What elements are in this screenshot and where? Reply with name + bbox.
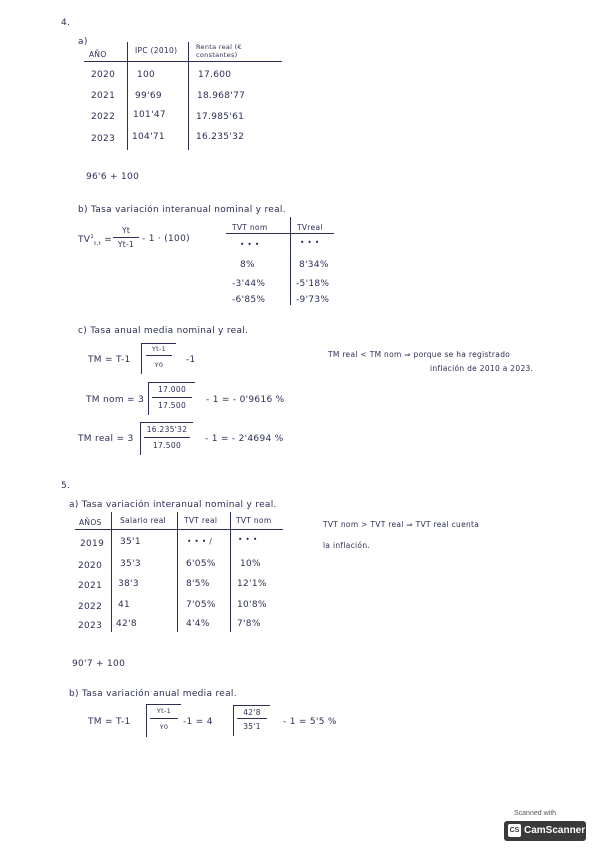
header-tvt-real: TVreal [297, 223, 323, 232]
header-tvt-nom: TVT nom [236, 516, 272, 525]
table-cell: 2020 [78, 561, 103, 571]
fraction-bar [237, 718, 267, 719]
comment-line-2: inflación de 2010 a 2023. [430, 364, 534, 373]
part-c-title: c) Tasa anual media nominal y real. [78, 326, 249, 336]
formula-denominator: 35'1 [243, 722, 261, 731]
camscanner-watermark [504, 810, 586, 842]
part-b-title: b) Tasa variación interanual nominal y real. [78, 205, 286, 215]
table-cell: -3'44% [232, 279, 266, 289]
table-cell: 7'05% [186, 600, 216, 610]
table-cell: 99'69 [135, 91, 162, 101]
table-header-rule [226, 233, 334, 234]
comment-line-1: TM real < TM nom ⇒ porque se ha registrado [328, 350, 511, 359]
table-cell: 18.968'77 [197, 91, 246, 101]
table-cell: 41 [118, 600, 131, 610]
problem-4-number: 4. [61, 18, 71, 28]
table-cell: 12'1% [237, 579, 267, 589]
table-col-rule [290, 217, 291, 305]
fraction-bar [144, 437, 190, 438]
formula-lhs: $TV^1_{t,t}$ = [78, 234, 113, 247]
note-text: 96'6 + 100 [86, 172, 140, 182]
table-header-rule [84, 61, 282, 62]
table-cell: 2019 [80, 539, 105, 549]
table-cell: • • • [300, 238, 320, 247]
table-header-rule [75, 529, 283, 530]
formula-rest: - 1 = - 2'4694 % [205, 434, 284, 444]
fraction-bar [152, 397, 192, 398]
header-years: AÑOS [79, 518, 102, 527]
formula-denominator: Y0 [154, 361, 164, 369]
formula-numerator: Yt-1 [156, 707, 172, 715]
table-cell: 104'71 [132, 132, 165, 142]
table-col-rule [127, 42, 128, 150]
header-tvt-real: TVT real [184, 516, 218, 525]
table-cell: 6'05% [186, 559, 216, 569]
table-cell: 2020 [91, 70, 116, 80]
fraction-bar [146, 355, 172, 356]
table-cell: 2023 [78, 621, 103, 631]
table-cell: 35'1 [120, 537, 141, 547]
comment-line-1: TVT nom > TVT real ⇒ TVT real cuenta [323, 520, 480, 529]
formula-rest: - 1 = 5'5 % [283, 717, 337, 727]
table-cell: -9'73% [296, 295, 330, 305]
formula-lhs: TM nom = 3 [86, 395, 145, 405]
table-cell: 10'8% [237, 600, 267, 610]
part-a-label: a) [78, 37, 88, 47]
formula-lhs: TM = T-1 [88, 355, 131, 365]
watermark-box [504, 821, 586, 841]
table-col-rule [177, 512, 178, 632]
table-cell: 2021 [91, 91, 116, 101]
formula-numerator: 17.000 [157, 385, 187, 394]
table-cell: • • • [238, 535, 258, 544]
formula-denominator: 17.500 [157, 401, 187, 410]
watermark-caption: Scanned with [514, 810, 557, 817]
formula-numerator: 16.235'32 [146, 425, 188, 434]
table-cell: 2022 [91, 112, 116, 122]
formula-numerator: Yt [121, 226, 131, 235]
table-cell: 8'34% [299, 260, 329, 270]
formula-numerator: Yt-1 [151, 345, 167, 353]
table-cell: • • • [240, 240, 260, 249]
formula-denominator: Y0 [159, 723, 169, 731]
part-a-title: a) Tasa variación interanual nominal y real. [69, 500, 277, 510]
table-cell: 8'5% [186, 579, 210, 589]
table-cell: -5'18% [296, 279, 330, 289]
note-text: 90'7 + 100 [72, 659, 126, 669]
formula-rest: - 1 = - 0'9616 % [206, 395, 285, 405]
part-b-title: b) Tasa variación anual media real. [69, 689, 237, 699]
table-cell: 8% [240, 260, 255, 270]
header-ipc: IPC (2010) [135, 46, 178, 55]
table-cell: 35'3 [120, 559, 141, 569]
formula-mid: -1 = 4 [183, 717, 213, 727]
table-cell: 16.235'32 [196, 132, 245, 142]
header-salary: Salario real [120, 516, 166, 525]
table-cell: 2022 [78, 602, 103, 612]
camscanner-logo-icon: CS [508, 824, 521, 837]
formula-numerator: 42'8 [243, 708, 261, 717]
header-tvt-nom: TVT nom [232, 223, 268, 232]
table-cell: 7'8% [237, 619, 261, 629]
table-cell: • • • / [187, 537, 213, 546]
formula-rest: -1 [186, 355, 196, 365]
comment-line-2: la inflación. [323, 541, 371, 550]
table-cell: 4'4% [186, 619, 210, 629]
table-cell: 10% [240, 559, 261, 569]
table-cell: 2023 [91, 134, 116, 144]
table-cell: 100 [137, 70, 156, 80]
table-col-rule [188, 42, 189, 150]
formula-denominator: 17.500 [152, 441, 182, 450]
table-cell: 2021 [78, 581, 103, 591]
table-cell: -6'85% [232, 295, 266, 305]
formula-lhs: TM real = 3 [78, 434, 134, 444]
fraction-bar [113, 237, 139, 238]
header-renta: Renta real (€ constantes) [196, 43, 242, 59]
formula-lhs: TM = T-1 [88, 717, 131, 727]
table-col-rule [230, 512, 231, 632]
problem-5-number: 5. [61, 481, 71, 491]
formula-rest: - 1 · (100) [142, 234, 190, 244]
table-cell: 42'8 [116, 619, 137, 629]
watermark-brand: CamScanner [524, 825, 586, 836]
table-col-rule [111, 512, 112, 632]
header-year: AÑO [89, 50, 107, 59]
table-cell: 17.600 [198, 70, 232, 80]
table-cell: 101'47 [133, 110, 166, 120]
fraction-bar [150, 718, 178, 719]
formula-denominator: Yt-1 [117, 240, 135, 249]
table-cell: 38'3 [118, 579, 139, 589]
table-cell: 17.985'61 [196, 112, 245, 122]
